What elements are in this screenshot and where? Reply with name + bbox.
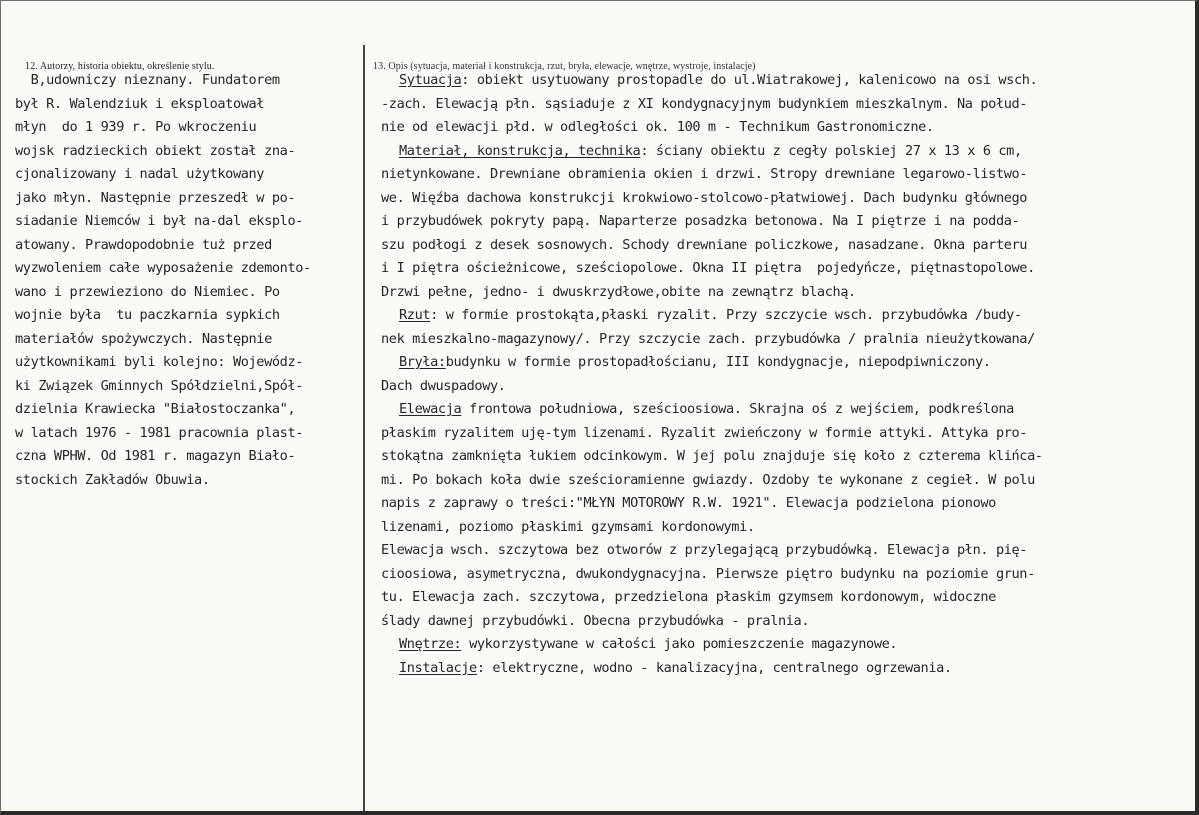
line-text: napis z zaprawy o treści:"MŁYN MOTOROWY R.W. 1921". Elewacja podzielona pionowo [381,495,996,511]
section-label: Sytuacja [399,72,462,88]
section-label: Materiał, konstrukcja, technika [399,142,641,159]
line-text: -zach. Elewacją płn. sąsiaduje z XI kondygnacyjnym budynkiem mieszkalnym. Na połud- [381,95,1028,112]
description-line [381,210,1196,234]
line-text: mi. Po bokach koła dwie sześcioramienne gwiazdy. Ozdoby te wykonane z cegieł. W polu [381,471,1035,488]
description-line [381,633,1196,657]
description-line [381,539,1196,563]
section-label: Wnętrze: [399,636,462,652]
description-line [381,516,1196,540]
description-line [381,375,1196,399]
description-line [381,398,1196,422]
history-line: dzielnia Krawiecka "Białostoczanka", [15,401,296,417]
history-line: czna WPHW. Od 1981 r. magazyn Biało- [15,448,296,464]
description-line [381,351,1196,375]
description-line [381,422,1196,446]
history-line: stockich Zakładów Obuwia. [15,471,210,488]
history-line: wojnie była tu paczkarnia sypkich [15,307,280,323]
description-section-header: 13. Opis (sytuacja, materiał i konstrukcja, rzut, bryła, elewacje, wnętrze, wystroje, instalacje) [373,61,756,72]
description-line [381,657,1196,681]
line-text: cioosiowa, asymetryczna, dwukondygnacyjna. Pierwsze piętro budynku na poziomie grun- [381,565,1035,582]
line-text: : elektryczne, wodno - kanalizacyjna, centralnego ogrzewania. [476,659,952,676]
description-line [381,234,1196,258]
history-line: jako młyn. Następnie przeszedł w po- [15,189,296,206]
section-label: Elewacja [399,401,462,417]
line-text: Dach dwuspadowy. [381,377,506,394]
line-text: wykorzystywane w całości jako pomieszczenie magazynowe. [461,636,898,652]
description-line [381,304,1196,328]
description-line [381,610,1196,634]
section-label: Bryła: [399,354,446,370]
description-line [381,492,1196,516]
history-line: użytkownikami byli kolejno: Wojewódz- [15,354,304,370]
line-text: : ściany obiektu z cegły polskiej 27 x 13 x 6 cm, [640,142,1022,159]
history-line: wojsk radzieckich obiekt został zna- [15,142,296,159]
description-line [381,257,1196,281]
history-line: wano i przewieziono do Niemiec. Po [15,283,280,300]
description-line [381,140,1196,164]
history-line: materiałów spożywczych. Następnie [15,330,272,347]
line-text: stokątna zamknięta łukiem odcinkowym. W jej polu znajduje się koło z czterema klińca- [381,448,1043,464]
line-text: we. Więźba dachowa konstrukcji krokwiowo-stolcowo-płatwiowej. Dach budynku głównego [381,189,1028,206]
line-text: : w formie prostokąta,płaski ryzalit. Przy szczycie wsch. przybudówka /budy- [430,307,1022,323]
line-text: płaskim ryzalitem uję-tym lizenami. Ryzalit zwieńczony w formie attyki. Attyka pro- [381,424,1028,441]
line-text: tu. Elewacja zach. szczytowa, przedzielona płaskim gzymsem kordonowym, widoczne [381,589,996,605]
section-label: Rzut [399,307,431,323]
history-line: młyn do 1 939 r. Po wkroczeniu [15,119,257,135]
line-text: Elewacja wsch. szczytowa bez otworów z przylegającą przybudówką. Elewacja płn. pię- [381,542,1028,558]
history-line: wyzwoleniem całe wyposażenie zdemonto- [15,260,311,276]
line-text: szu podłogi z desek sosnowych. Schody drewniane policzkowe, nasadzane. Okna parteru [381,236,1028,253]
line-text: frontowa południowa, sześcioosiowa. Skrajna oś z wejściem, podkreślona [461,401,1014,417]
section-label: Instalacje [399,659,477,676]
description-line [381,281,1196,305]
description-line [381,116,1196,140]
description-text [381,69,1196,680]
description-line [381,563,1196,587]
line-text: budynku w formie prostopadłościanu, III kondygnacje, niepodpiwniczony. [445,354,991,370]
description-line [381,187,1196,211]
line-text: Drzwi pełne, jedno- i dwuskrzydłowe,obite na zewnątrz blachą. [381,283,856,300]
history-line: cjonalizowany i nadal użytkowany [15,166,265,182]
description-line [381,469,1196,493]
description-line [381,93,1196,117]
line-text: : obiekt usytuowany prostopadle do ul.Wiatrakowej, kalenicowo na osi wsch. [461,72,1038,88]
history-section-header: 12. Autorzy, historia obiektu, określenie stylu. [25,61,215,72]
line-text: lizenami, poziomo płaskimi gzymsami kordonowymi. [381,518,755,535]
description-line [381,69,1196,93]
description-line [381,445,1196,469]
history-line: był R. Walendziuk i eksploatował [15,95,265,112]
history-line: w latach 1976 - 1981 pracownia plast- [15,424,304,441]
history-line: B,udowniczy nieznany. Fundatorem [15,72,280,88]
history-line: siadanie Niemców i był na-dal eksplo- [15,213,304,229]
line-text: nietynkowane. Drewniane obramienia okien i drzwi. Stropy drewniane legarowo-listwo- [381,166,1028,182]
line-text: i przybudówek pokryty papą. Naparterze posadzka betonowa. Na I piętrze i na podda- [381,213,1020,229]
line-text: i I piętra ościeżnicowe, sześciopolowe. Okna II piętra pojedyńcze, piętnastopolowe. [381,260,1035,276]
line-text: ślady dawnej przybudówki. Obecna przybudówka - pralnia. [381,612,810,629]
description-line [381,163,1196,187]
description-line [381,586,1196,610]
description-line [381,328,1196,352]
history-line: atowany. Prawdopodobnie tuż przed [15,236,272,253]
line-text: nie od elewacji płd. w odległości ok. 100 m - Technikum Gastronomiczne. [381,119,934,135]
history-text [15,69,365,492]
history-line: ki Związek Gminnych Spółdzielni,Spół- [15,377,304,394]
line-text: nek mieszkalno-magazynowy/. Przy szczycie zach. przybudówka / pralnia nieużytkowana/ [381,330,1035,347]
